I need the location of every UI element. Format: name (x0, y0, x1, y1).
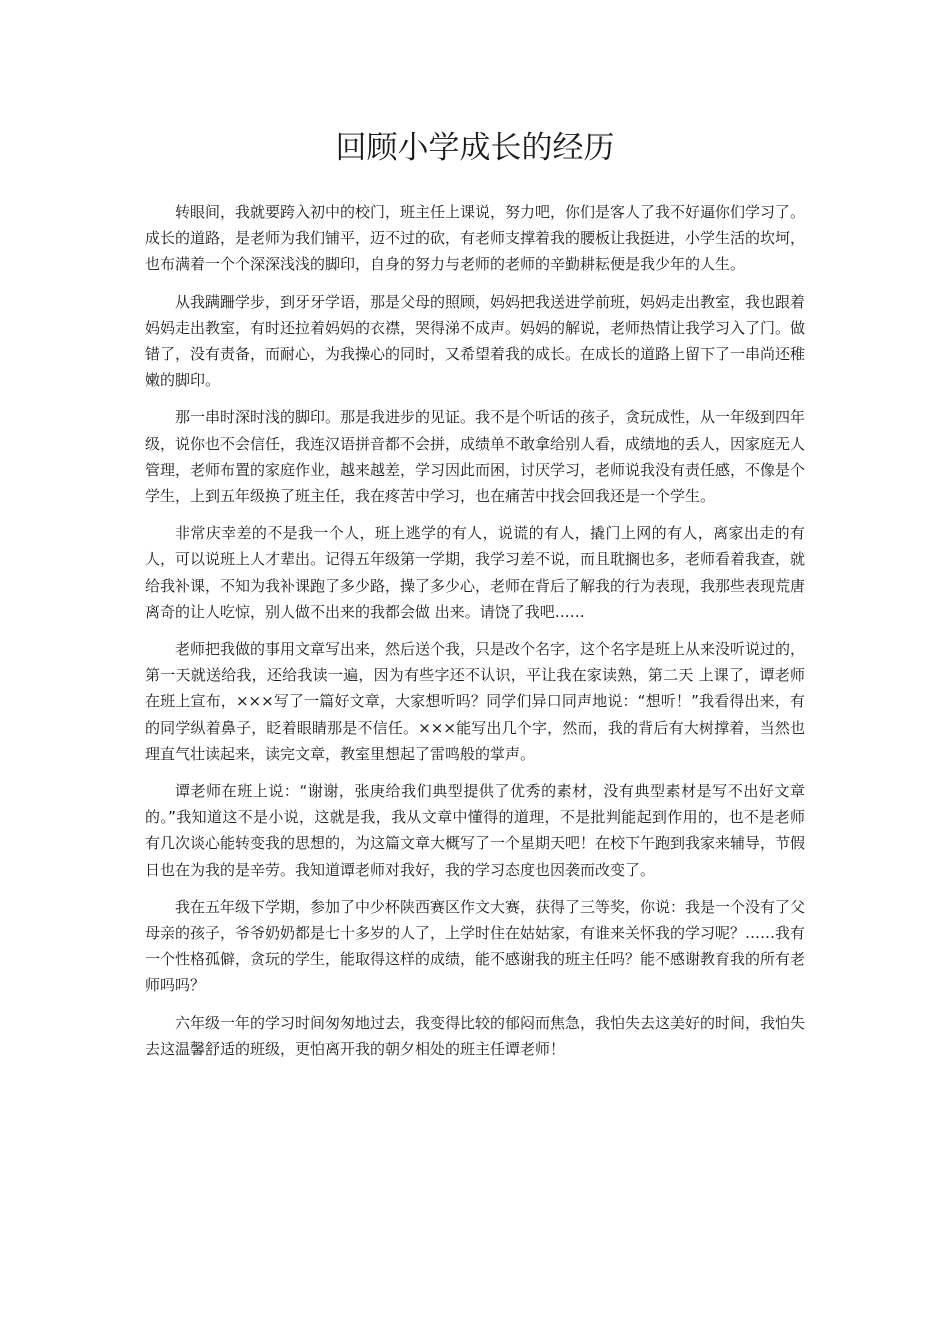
paragraph-2: 从我蹒跚学步，到牙牙学语，那是父母的照顾，妈妈把我送进学前班，妈妈走出教室，我也跟着妈妈走出教室，有时还拉着妈妈的衣襟，哭得涕不成声。妈妈的解说，老师热情让我学习入了门。做错了，没有责备，而耐心，为我操心的同时，又希望着我的成长。在成长的道路上留下了一串尚还稚嫩的脚印。 (145, 292, 806, 390)
paragraph-4: 非常庆幸差的不是我一个人，班上逃学的有人，说谎的有人，撬门上网的有人，离家出走的有人，可以说班上人才辈出。记得五年级第一学期，我学习差不说，而且耽搁也多，老师看着我查，就给我补课，不知为我补课跑了多少路，操了多少心，老师在背后了解我的行为表现，我那些表现荒唐离奇的让人吃惊，别人做不出来的我都会做 出来。请饶了我吧…… (145, 524, 806, 621)
paragraph-6: 谭老师在班上说：“谢谢，张庚给我们典型提供了优秀的素材，没有典型素材是写不出好文章的。”我知道这不是小说，这就是我，我从文章中懂得的道理，不是批判能起到作用的，也不是老师有几次谈心能转变我的思想的，为这篇文章大概写了一个星期天吧！在校下午跑到我家来辅导，节假日也在为我的是辛劳。我知道谭老师对我好，我的学习态度也因袭而改变了。 (145, 782, 806, 879)
paragraph-5: 老师把我做的事用文章写出来，然后送个我，只是改个名字，这个名字是班上从来没听说过的，第一天就送给我，还给我读一遍，因为有些字还不认识，平让我在家读熟，第二天 上课了，谭老师在班上宣布，×××写了一篇好文章，大家想听吗？同学们异口同声地说：“想听！”我看得出来，有的同学纵着鼻子，眨着眼睛那是不信任。×××能写出几个字，然而，我的背后有大树撑着，当然也理直气壮读起来，读完文章，教室里想起了雷鸣般的掌声。 (145, 640, 806, 763)
paragraph-7: 我在五年级下学期，参加了中少杯陕西赛区作文大赛，获得了三等奖，你说：我是一个没有了父母亲的孩子，爷爷奶奶都是七十多岁的人了，上学时住在姑姑家，有谁来关怀我的学习呢？……我有一个性格孤僻，贪玩的学生，能取得这样的成绩，能不感谢我的班主任吗？能不感谢教育我的所有老师吗吗？ (145, 897, 806, 995)
paragraph-3: 那一串时深时浅的脚印。那是我进步的见证。我不是个听话的孩子，贪玩成性，从一年级到四年级，说你也不会信任，我连汉语拼音都不会拼，成绩单不敢拿给别人看，成绩地的丢人，因家庭无人管理，老师布置的家庭作业，越来越差，学习因此而困，讨厌学习，老师说我没有责任感，不像是个学生，上到五年级换了班主任，我在疼苦中学习，也在痛苦中找会回我还是一个学生。 (145, 408, 806, 506)
paragraph-8: 六年级一年的学习时间匆匆地过去，我变得比较的郁闷而焦急，我怕失去这美好的时间，我怕失去这温馨舒适的班级，更怕离开我的朝夕相处的班主任谭老师！ (145, 1013, 806, 1058)
document-body (145, 199, 805, 1073)
document-title: 回顾小学成长的经历 (335, 130, 615, 166)
paragraph-1: 转眼间，我就要跨入初中的校门，班主任上课说，努力吧，你们是客人了我不好逼你们学习了。成长的道路，是老师为我们铺平，迈不过的砍，有老师支撑着我的腰板让我挺进，小学生活的坎坷，也布满着一个个深深浅浅的脚印，自身的努力与老师的老师的辛勤耕耘便是我少年的人生。 (145, 203, 806, 274)
